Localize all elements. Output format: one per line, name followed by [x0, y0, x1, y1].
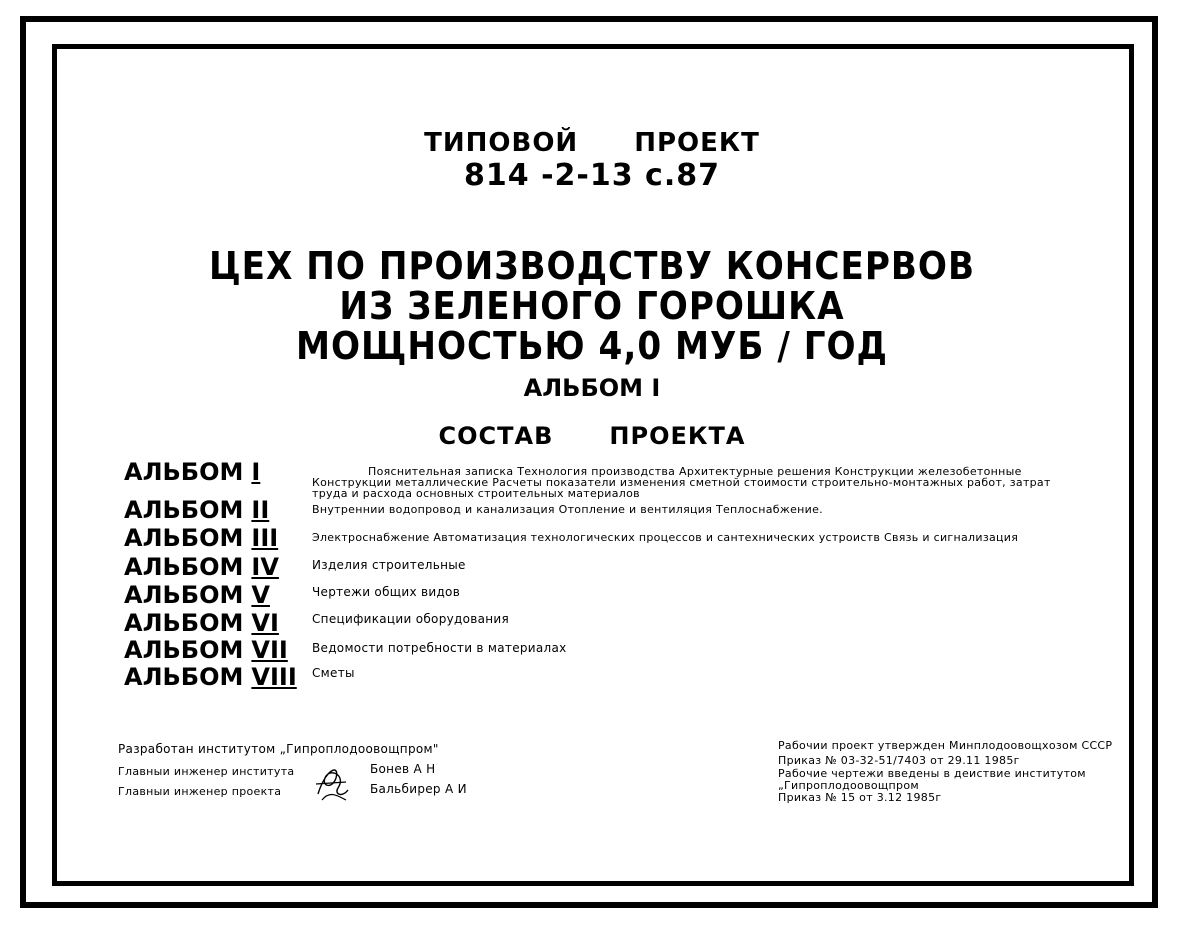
project-code: 814 -2-13 с.87 [464, 158, 720, 193]
developed-by: Разработан институтом „Гипроплодоовощпром" [118, 742, 439, 756]
approval-line-5: Приказ № 15 от 3.12 1985г [778, 791, 942, 804]
album-desc: Внутреннии водопровод и канализация Отопление и вентиляция Теплоснабжение. [312, 503, 823, 516]
project-type [0, 128, 1184, 158]
album-label: АЛЬБОМ III [124, 524, 279, 552]
album-desc: Ведомости потребности в материалах [312, 641, 567, 655]
album-label: АЛЬБОМ II [124, 496, 270, 524]
album-desc: Чертежи общих видов [312, 585, 461, 599]
album-title: АЛЬБОМ I [523, 374, 661, 402]
chief-institute-role: Главныи инженер института [118, 765, 295, 778]
album-desc: Электроснабжение Автоматизация технологических процессов и сантехнических устроиств Связь и сигнализация [312, 531, 1019, 544]
signature-icon [312, 760, 352, 804]
album-label: АЛЬБОМ VII [124, 636, 288, 664]
album-desc: Сметы [312, 666, 355, 680]
sostav-word: СОСТАВ [438, 422, 554, 450]
album-label: АЛЬБОМ IV [124, 553, 279, 581]
approval-line-4: „Гипроплодоовощпром [778, 779, 919, 792]
album-desc: Изделия строительные [312, 558, 466, 572]
approval-line-2: Приказ № 03-32-51/7403 от 29.11 1985г [778, 754, 1020, 767]
album-label: АЛЬБОМ VI [124, 609, 279, 637]
title-line-2: ИЗ ЗЕЛЕНОГО ГОРОШКА [339, 284, 845, 328]
album-desc: Пояснительная записка Технология производства Архитектурные решения Конструкции железобетонные Конструкции металлические Расчеты показатели изменения сметной стоимости строительно-монтажных работ, затрат труда и расхода основных строительных материалов [312, 465, 1051, 500]
proekt-word: ПРОЕКТ [634, 128, 760, 158]
chief-project-role: Главныи инженер проекта [118, 785, 282, 798]
chief-project-name: Бальбирер А И [370, 782, 467, 796]
album-desc: Спецификации оборудования [312, 612, 510, 626]
approval-line-3: Рабочие чертежи введены в деиствие институтом [778, 767, 1086, 780]
album-label: АЛЬБОМ I [124, 458, 261, 486]
proekta-word: ПРОЕКТА [609, 422, 746, 450]
approval-line-1: Рабочии проект утвержден Минплодоовощхозом СССР [778, 739, 1113, 752]
album-label: АЛЬБОМ V [124, 581, 270, 609]
sostav-heading [0, 422, 1184, 450]
typ-word: ТИПОВОЙ [424, 128, 579, 158]
title-line-3: МОЩНОСТЬЮ 4,0 МУБ / ГОД [295, 324, 889, 368]
chief-institute-name: Бонев А Н [370, 762, 436, 776]
title-line-1: ЦЕХ ПО ПРОИЗВОДСТВУ КОНСЕРВОВ [208, 244, 976, 288]
album-label: АЛЬБОМ VIII [124, 663, 297, 691]
